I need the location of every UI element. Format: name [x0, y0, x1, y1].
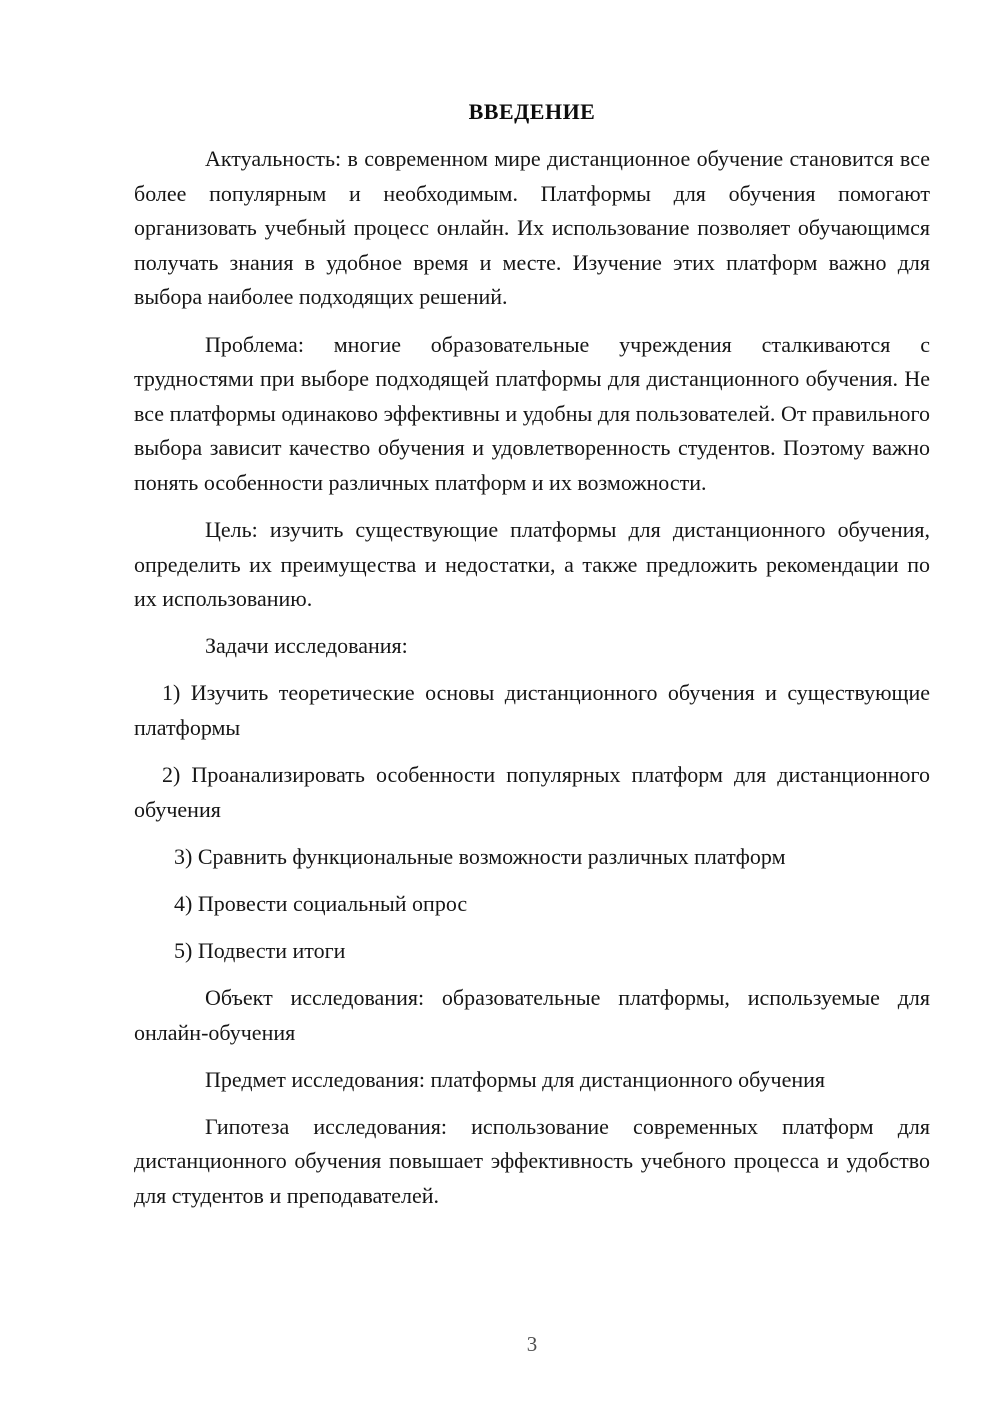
task-item-1: 1) Изучить теоретические основы дистанционного обучения и существующие платформы	[134, 680, 930, 740]
task-item-2: 2) Проанализировать особенности популярных платформ для дистанционного обучения	[134, 762, 930, 822]
paragraph-object: Объект исследования: образовательные платформы, используемые для онлайн-обучения	[134, 985, 930, 1045]
paragraph-goal: Цель: изучить существующие платформы для дистанционного обучения, определить их преимущества и недостатки, а также предложить рекомендации по их использованию.	[134, 517, 930, 612]
task-item-5: 5) Подвести итоги	[174, 937, 346, 963]
paragraph-relevance: Актуальность: в современном мире дистанционное обучение становится все более популярным и необходимым. Платформы для обучения помогают организовать учебный процесс онлайн. Их использование позволяет обучающимся получать знания в удобное время и месте. Изучение этих платформ важно для выбора наиболее подходящих решений.	[134, 146, 930, 310]
page-title: ВВЕДЕНИЕ	[468, 99, 596, 124]
paragraph-subject: Предмет исследования: платформы для дистанционного обучения	[205, 1066, 825, 1092]
paragraph-hypothesis: Гипотеза исследования: использование современных платформ для дистанционного обучения повышает эффективность учебного процесса и удобство для студентов и преподавателей.	[134, 1113, 930, 1209]
task-item-3: 3) Сравнить функциональные возможности различных платформ	[174, 843, 786, 869]
paragraph-problem: Проблема: многие образовательные учреждения сталкиваются с трудностями при выборе подходящей платформы для дистанционного обучения. Не все платформы одинаково эффективны и удобны для пользователей. От правильного выбора зависит качество обучения и удовлетворенность студентов. Поэтому важно понять особенности различных платформ и их возможности.	[134, 331, 930, 495]
paragraph-tasks-heading: Задачи исследования:	[205, 633, 408, 659]
task-item-4: 4) Провести социальный опрос	[174, 890, 468, 916]
page-number: 3	[526, 1332, 538, 1356]
